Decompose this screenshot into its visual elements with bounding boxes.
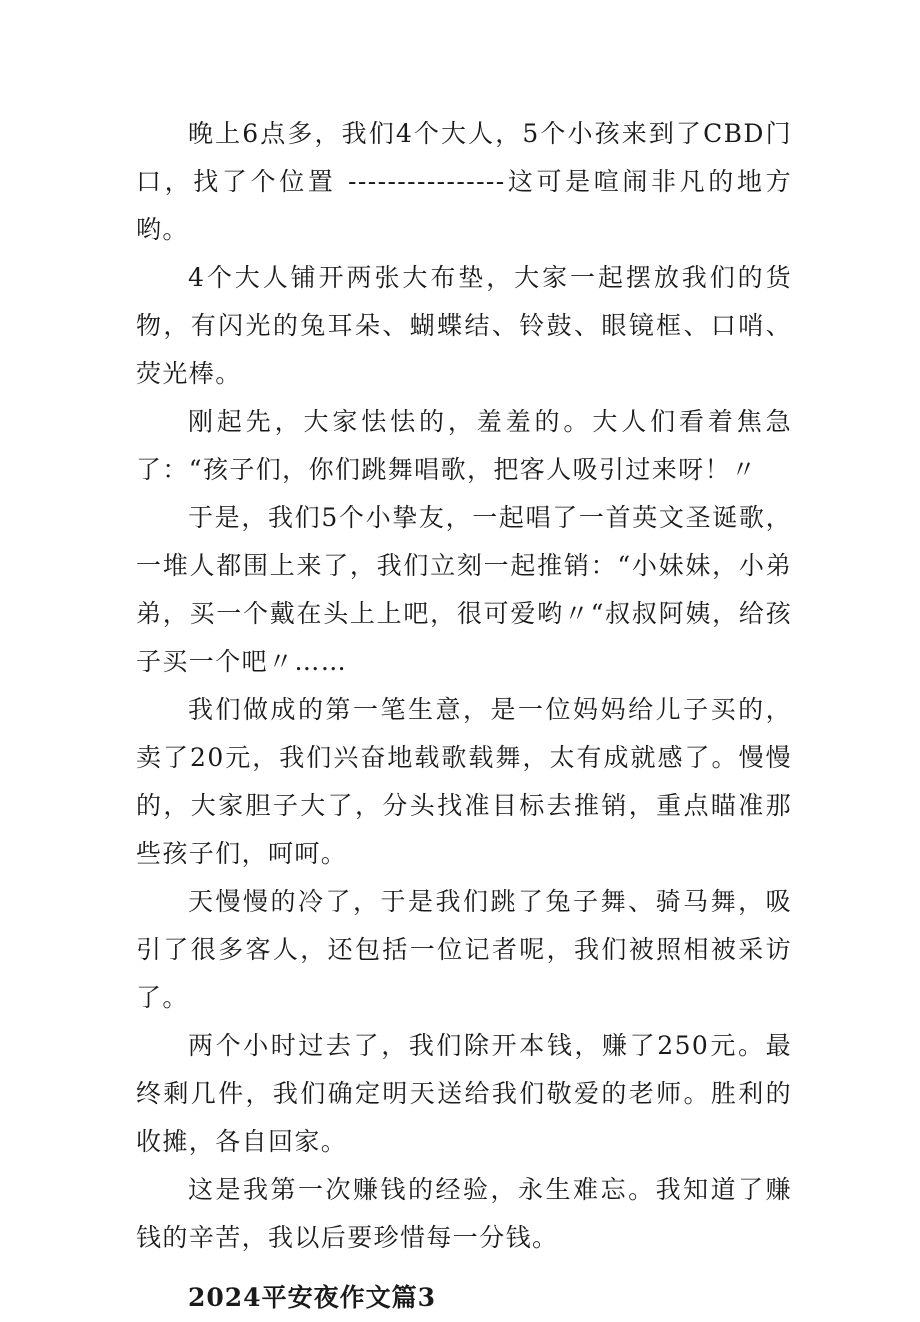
- paragraph-6: 天慢慢的冷了，于是我们跳了兔子舞、骑马舞，吸引了很多客人，还包括一位记者呢，我们被照相被采访了。: [136, 887, 792, 1012]
- paragraph-5: 我们做成的第一笔生意，是一位妈妈给儿子买的，卖了20元，我们兴奋地载歌载舞，太有成就感了。慢慢的，大家胆子大了，分头找准目标去推销，重点瞄准那些孩子们，呵呵。: [136, 695, 792, 868]
- section-heading: 2024平安夜作文篇3: [188, 1283, 436, 1312]
- paragraph-3: 刚起先，大家怯怯的，羞羞的。大人们看着焦急了：“孩子们，你们跳舞唱歌，把客人吸引过来呀！〃: [136, 407, 792, 484]
- paragraph-8: 这是我第一次赚钱的经验，永生难忘。我知道了赚钱的辛苦，我以后要珍惜每一分钱。: [136, 1175, 792, 1252]
- paragraph-1: 晚上6点多，我们4个大人，5个小孩来到了CBD门口，找了个位置 ----------------这可是喧闹非凡的地方哟。: [136, 119, 792, 244]
- paragraph-2: 4个大人铺开两张大布垫，大家一起摆放我们的货物，有闪光的兔耳朵、蝴蝶结、铃鼓、眼镜框、口哨、荧光棒。: [136, 263, 792, 388]
- paragraph-7: 两个小时过去了，我们除开本钱，赚了250元。最终剩几件，我们确定明天送给我们敬爱的老师。胜利的收摊，各自回家。: [136, 1031, 792, 1156]
- document-body: [136, 110, 792, 1322]
- paragraph-4: 于是，我们5个小挚友，一起唱了一首英文圣诞歌，一堆人都围上来了，我们立刻一起推销：“小妹妹，小弟弟，买一个戴在头上上吧，很可爱哟〃“叔叔阿姨，给孩子买一个吧〃……: [136, 503, 792, 676]
